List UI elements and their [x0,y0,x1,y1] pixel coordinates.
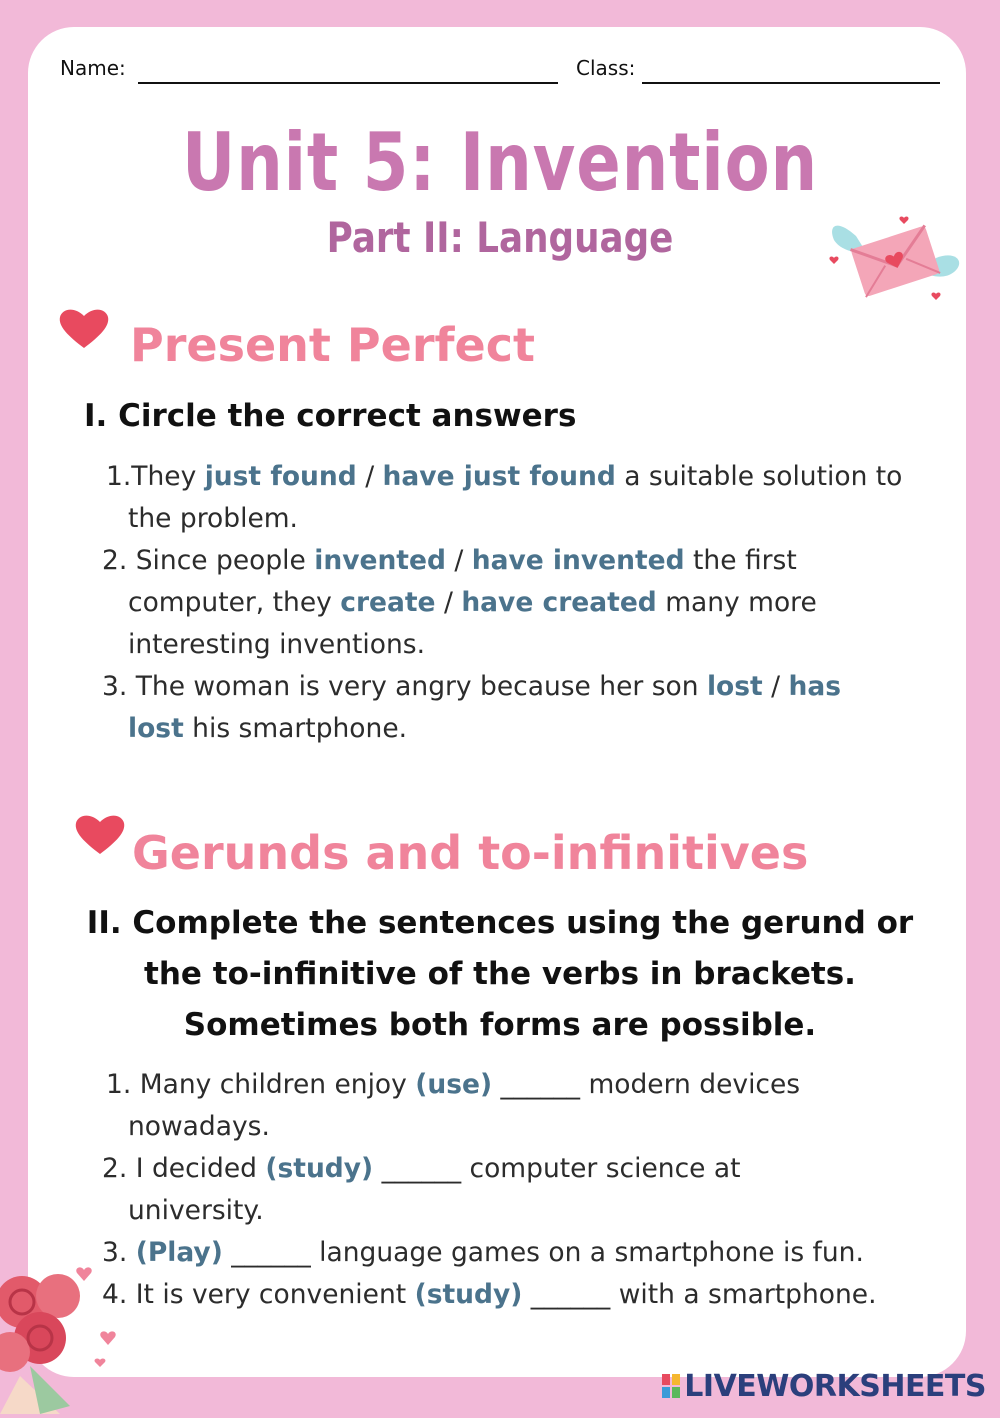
answer-blank[interactable]: ______ computer science at [373,1153,741,1184]
list-item-continuation: computer, they create / have created many more [128,587,817,618]
page-title: Unit 5: Invention [182,116,818,209]
class-field[interactable] [642,82,940,84]
list-item-continuation: nowadays. [128,1111,270,1142]
heart-icon [58,306,110,350]
list-item-continuation: university. [128,1195,264,1226]
task-2-instruction: II. Complete the sentences using the gerund or the to-infinitive of the verbs in brackets. Sometimes both forms are possible. [86,905,914,1043]
list-item: 1.They just found / have just found a suitable solution to [106,461,903,492]
section-heading-present-perfect: Present Perfect [130,318,535,372]
list-item-continuation: lost his smartphone. [128,713,408,744]
list-item: 2. Since people invented / have invented the first [102,545,797,576]
liveworksheets-logo: LIVEWORKSHEETS [662,1369,986,1404]
option-choice[interactable]: have created [461,587,657,618]
answer-blank[interactable]: ______ language games on a smartphone is fun. [222,1237,864,1268]
answer-blank[interactable]: ______ modern devices [492,1069,801,1100]
heart-icon [74,812,126,856]
task-1-instruction: I. Circle the correct answers [84,398,577,434]
list-item: 3. (Play) ______ language games on a smartphone is fun. [102,1237,864,1268]
roses-icon [0,1256,130,1418]
list-item: 4. It is very convenient (study) ______ with a smartphone. [102,1279,877,1310]
verb-hint: (study) [265,1153,374,1184]
flying-envelope-icon [826,206,966,314]
option-choice[interactable]: create [340,587,436,618]
option-choice[interactable]: has [788,671,841,702]
list-item: 3. The woman is very angry because her son lost / has [102,671,841,702]
verb-hint: (study) [414,1279,523,1310]
option-choice[interactable]: lost [706,671,763,702]
class-label: Class: [576,56,636,80]
verb-hint: (use) [415,1069,493,1100]
section-heading-gerunds: Gerunds and to-infinitives [132,826,809,880]
option-choice[interactable]: just found [204,461,357,492]
page-subtitle: Part II: Language [326,213,674,262]
option-choice[interactable]: have invented [471,545,685,576]
name-label: Name: [60,56,126,80]
list-item-continuation: the problem. [128,503,298,534]
list-item: 2. I decided (study) ______ computer science at [102,1153,741,1184]
answer-blank[interactable]: ______ with a smartphone. [522,1279,877,1310]
verb-hint: (Play) [135,1237,223,1268]
list-item: 1. Many children enjoy (use) ______ modern devices [106,1069,801,1100]
name-field[interactable] [138,82,558,84]
liveworksheets-logo-icon [662,1371,680,1395]
option-choice[interactable]: invented [314,545,446,576]
option-choice[interactable]: lost [128,713,184,744]
list-item-continuation: interesting inventions. [128,629,425,660]
option-choice[interactable]: have just found [382,461,616,492]
